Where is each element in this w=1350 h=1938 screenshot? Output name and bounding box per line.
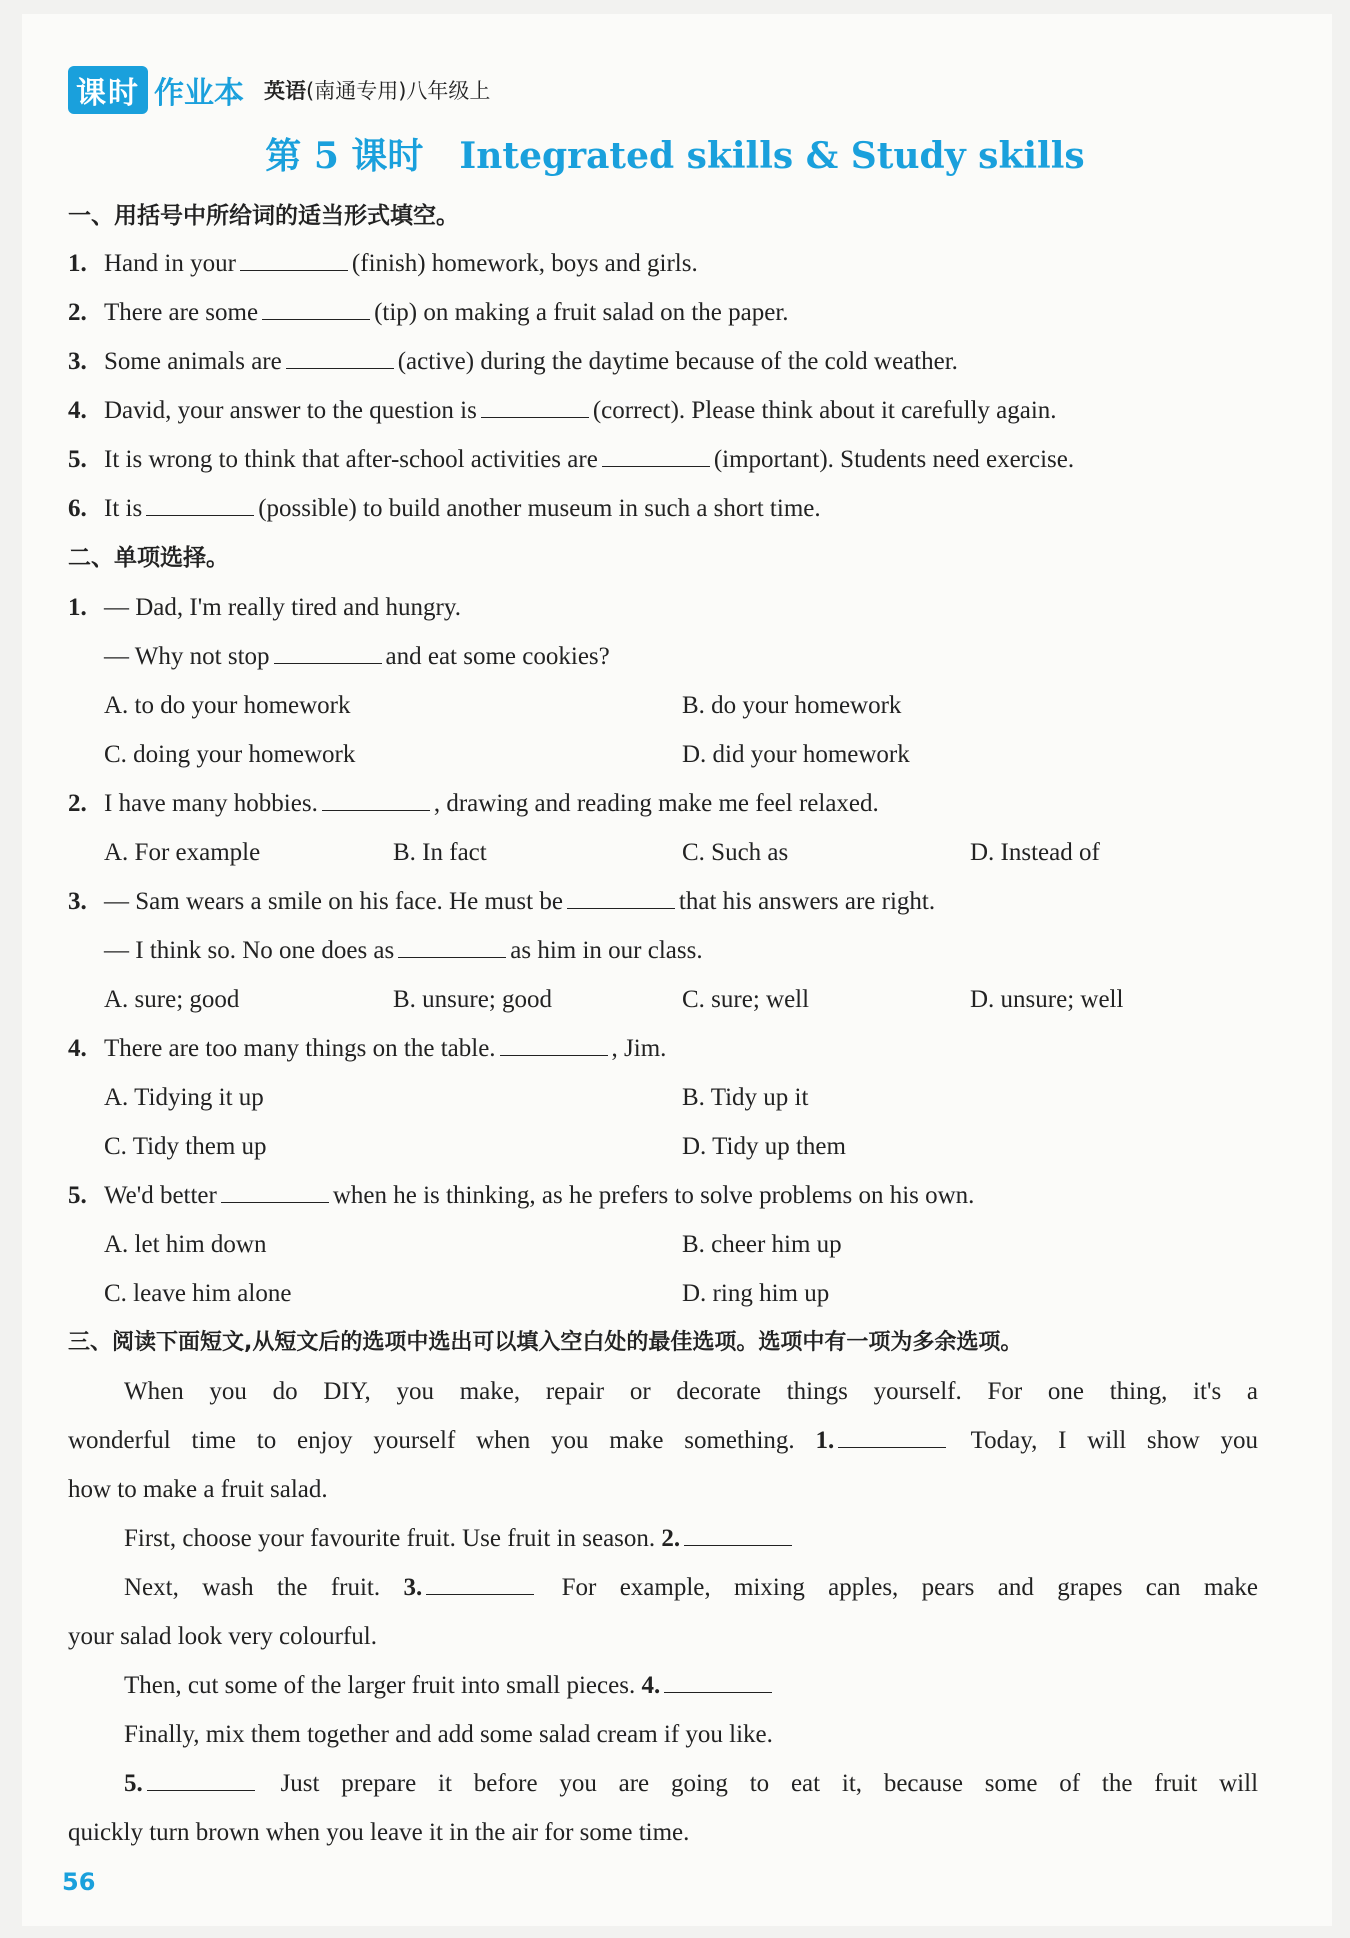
option-c[interactable]: C. Such as bbox=[682, 839, 789, 866]
question-text: — Sam wears a smile on his face. He must be bbox=[104, 888, 563, 915]
option-d[interactable]: D. ring him up bbox=[682, 1280, 830, 1307]
option-d[interactable]: D. Tidy up them bbox=[682, 1133, 846, 1160]
passage-text: wonderful time to enjoy yourself when you make something. bbox=[68, 1427, 795, 1454]
option-a[interactable]: A. let him down bbox=[104, 1231, 267, 1258]
question-number: 2. bbox=[68, 790, 87, 817]
item-number: 6. bbox=[68, 495, 87, 522]
lesson-title bbox=[0, 128, 1350, 179]
question-text: when he is thinking, as he prefers to solve problems on his own. bbox=[332, 1182, 975, 1209]
mc-question bbox=[68, 884, 1258, 920]
passage-line: quickly turn brown when you leave it in the air for some time. bbox=[68, 1819, 690, 1846]
fill-item bbox=[68, 491, 1258, 527]
question-number: 5. bbox=[68, 1182, 87, 1209]
passage-text: Today, I will show you bbox=[970, 1427, 1259, 1454]
mc-question bbox=[68, 786, 1258, 822]
mc-question bbox=[68, 1178, 1258, 1214]
item-text: Hand in your bbox=[104, 250, 236, 277]
passage-text: For example, mixing apples, pears and grapes can make bbox=[561, 1574, 1258, 1601]
answer-blank[interactable] bbox=[274, 641, 382, 664]
option-d[interactable]: D. unsure; well bbox=[970, 986, 1124, 1013]
answer-blank[interactable] bbox=[481, 395, 589, 418]
section2-heading: 二、单项选择。 bbox=[68, 545, 229, 571]
option-b[interactable]: B. cheer him up bbox=[682, 1231, 842, 1258]
blank-number: 2. bbox=[661, 1525, 681, 1552]
item-text: (active) during the daytime because of the cold weather. bbox=[397, 348, 958, 375]
passage-line bbox=[124, 1668, 1258, 1704]
question-text: as him in our class. bbox=[510, 937, 703, 964]
item-text: (important). Students need exercise. bbox=[713, 446, 1075, 473]
answer-blank[interactable] bbox=[322, 788, 430, 811]
passage-line bbox=[124, 1521, 1258, 1557]
fill-item bbox=[68, 344, 1258, 380]
item-number: 3. bbox=[68, 348, 87, 375]
book-subject: 英语 bbox=[264, 79, 306, 103]
brand-name: 作业本 bbox=[154, 76, 244, 111]
item-text: Some animals are bbox=[104, 348, 282, 375]
passage-line bbox=[68, 1423, 1258, 1459]
option-d[interactable]: D. did your homework bbox=[682, 741, 910, 768]
option-a[interactable]: A. sure; good bbox=[104, 986, 240, 1013]
item-text: (tip) on making a fruit salad on the paper. bbox=[374, 299, 789, 326]
question-number: 1. bbox=[68, 594, 87, 621]
option-a[interactable]: A. For example bbox=[104, 839, 261, 866]
answer-blank[interactable] bbox=[567, 886, 675, 909]
passage-line: your salad look very colourful. bbox=[68, 1623, 377, 1650]
blank-number: 3. bbox=[403, 1574, 423, 1601]
answer-blank[interactable] bbox=[221, 1180, 329, 1203]
answer-blank[interactable] bbox=[147, 1768, 255, 1791]
question-number: 3. bbox=[68, 888, 87, 915]
question-text: — Dad, I'm really tired and hungry. bbox=[104, 594, 461, 621]
book-detail: (南通专用)八年级上 bbox=[306, 79, 491, 103]
passage-line bbox=[124, 1570, 1258, 1606]
option-a[interactable]: A. to do your homework bbox=[104, 692, 351, 719]
answer-blank[interactable] bbox=[398, 935, 506, 958]
passage-text: Next, wash the fruit. bbox=[124, 1574, 381, 1601]
passage-text: Then, cut some of the larger fruit into small pieces. bbox=[124, 1672, 636, 1699]
option-b[interactable]: B. unsure; good bbox=[393, 986, 553, 1013]
answer-blank[interactable] bbox=[146, 493, 254, 516]
item-number: 5. bbox=[68, 446, 87, 473]
book-info bbox=[264, 75, 490, 105]
answer-blank[interactable] bbox=[500, 1033, 608, 1056]
item-text: It is bbox=[104, 495, 143, 522]
option-c[interactable]: C. Tidy them up bbox=[104, 1133, 267, 1160]
answer-blank[interactable] bbox=[684, 1523, 792, 1546]
question-text: We'd better bbox=[104, 1182, 217, 1209]
answer-blank[interactable] bbox=[426, 1572, 534, 1595]
fill-item bbox=[68, 393, 1258, 429]
brand-logo: 课时 bbox=[68, 66, 148, 114]
fill-item bbox=[68, 295, 1258, 331]
section1-heading: 一、用括号中所给词的适当形式填空。 bbox=[68, 203, 459, 229]
question-number: 4. bbox=[68, 1035, 87, 1062]
question-text: I have many hobbies. bbox=[104, 790, 318, 817]
blank-number: 1. bbox=[815, 1427, 835, 1454]
question-text: — I think so. No one does as bbox=[104, 937, 395, 964]
mc-question bbox=[68, 1031, 1258, 1067]
item-text: There are some bbox=[104, 299, 259, 326]
book-header bbox=[68, 66, 490, 114]
answer-blank[interactable] bbox=[602, 444, 710, 467]
item-text: (correct). Please think about it carefully again. bbox=[592, 397, 1057, 424]
page-number: 56 bbox=[62, 1868, 96, 1896]
question-text: There are too many things on the table. bbox=[104, 1035, 496, 1062]
mc-question-line bbox=[104, 639, 1258, 675]
answer-blank[interactable] bbox=[664, 1670, 772, 1693]
lesson-topic: Integrated skills & Study skills bbox=[459, 135, 1085, 177]
lesson-label: 第 5 课时 bbox=[265, 135, 424, 177]
passage-line: When you do DIY, you make, repair or decorate things yourself. For one thing, it's a bbox=[124, 1378, 1258, 1405]
question-text: that his answers are right. bbox=[678, 888, 936, 915]
blank-number: 5. bbox=[124, 1770, 143, 1797]
option-a[interactable]: A. Tidying it up bbox=[104, 1084, 264, 1111]
blank-number: 4. bbox=[641, 1672, 661, 1699]
option-d[interactable]: D. Instead of bbox=[970, 839, 1100, 866]
fill-item bbox=[68, 442, 1258, 478]
option-b[interactable]: B. Tidy up it bbox=[682, 1084, 809, 1111]
answer-blank[interactable] bbox=[240, 248, 348, 271]
mc-question bbox=[68, 590, 1258, 626]
passage-text: Just prepare it before you are going to eat it, because some of the fruit will bbox=[280, 1770, 1259, 1797]
item-text: It is wrong to think that after-school activities are bbox=[104, 446, 598, 473]
item-number: 2. bbox=[68, 299, 87, 326]
passage-line: Finally, mix them together and add some salad cream if you like. bbox=[124, 1721, 773, 1748]
option-c[interactable]: C. leave him alone bbox=[104, 1280, 292, 1307]
item-number: 4. bbox=[68, 397, 87, 424]
answer-blank[interactable] bbox=[838, 1425, 946, 1448]
option-c[interactable]: C. doing your homework bbox=[104, 741, 356, 768]
option-c[interactable]: C. sure; well bbox=[682, 986, 810, 1013]
fill-item bbox=[68, 246, 1258, 282]
question-text: — Why not stop bbox=[104, 643, 270, 670]
mc-question-line bbox=[104, 933, 1258, 969]
item-text: (finish) homework, boys and girls. bbox=[351, 250, 698, 277]
answer-blank[interactable] bbox=[262, 297, 370, 320]
option-b[interactable]: B. In fact bbox=[393, 839, 487, 866]
item-number: 1. bbox=[68, 250, 87, 277]
item-text: David, your answer to the question is bbox=[104, 397, 477, 424]
question-text: , drawing and reading make me feel relaxed. bbox=[433, 790, 879, 817]
passage-line: how to make a fruit salad. bbox=[68, 1476, 328, 1503]
question-text: and eat some cookies? bbox=[385, 643, 610, 670]
passage-line bbox=[124, 1766, 1258, 1802]
passage-text: First, choose your favourite fruit. Use fruit in season. bbox=[124, 1525, 656, 1552]
section3-heading: 三、阅读下面短文,从短文后的选项中选出可以填入空白处的最佳选项。选项中有一项为多余选项。 bbox=[68, 1330, 1023, 1355]
question-text: , Jim. bbox=[611, 1035, 667, 1062]
answer-blank[interactable] bbox=[286, 346, 394, 369]
option-b[interactable]: B. do your homework bbox=[682, 692, 902, 719]
item-text: (possible) to build another museum in such a short time. bbox=[258, 495, 821, 522]
